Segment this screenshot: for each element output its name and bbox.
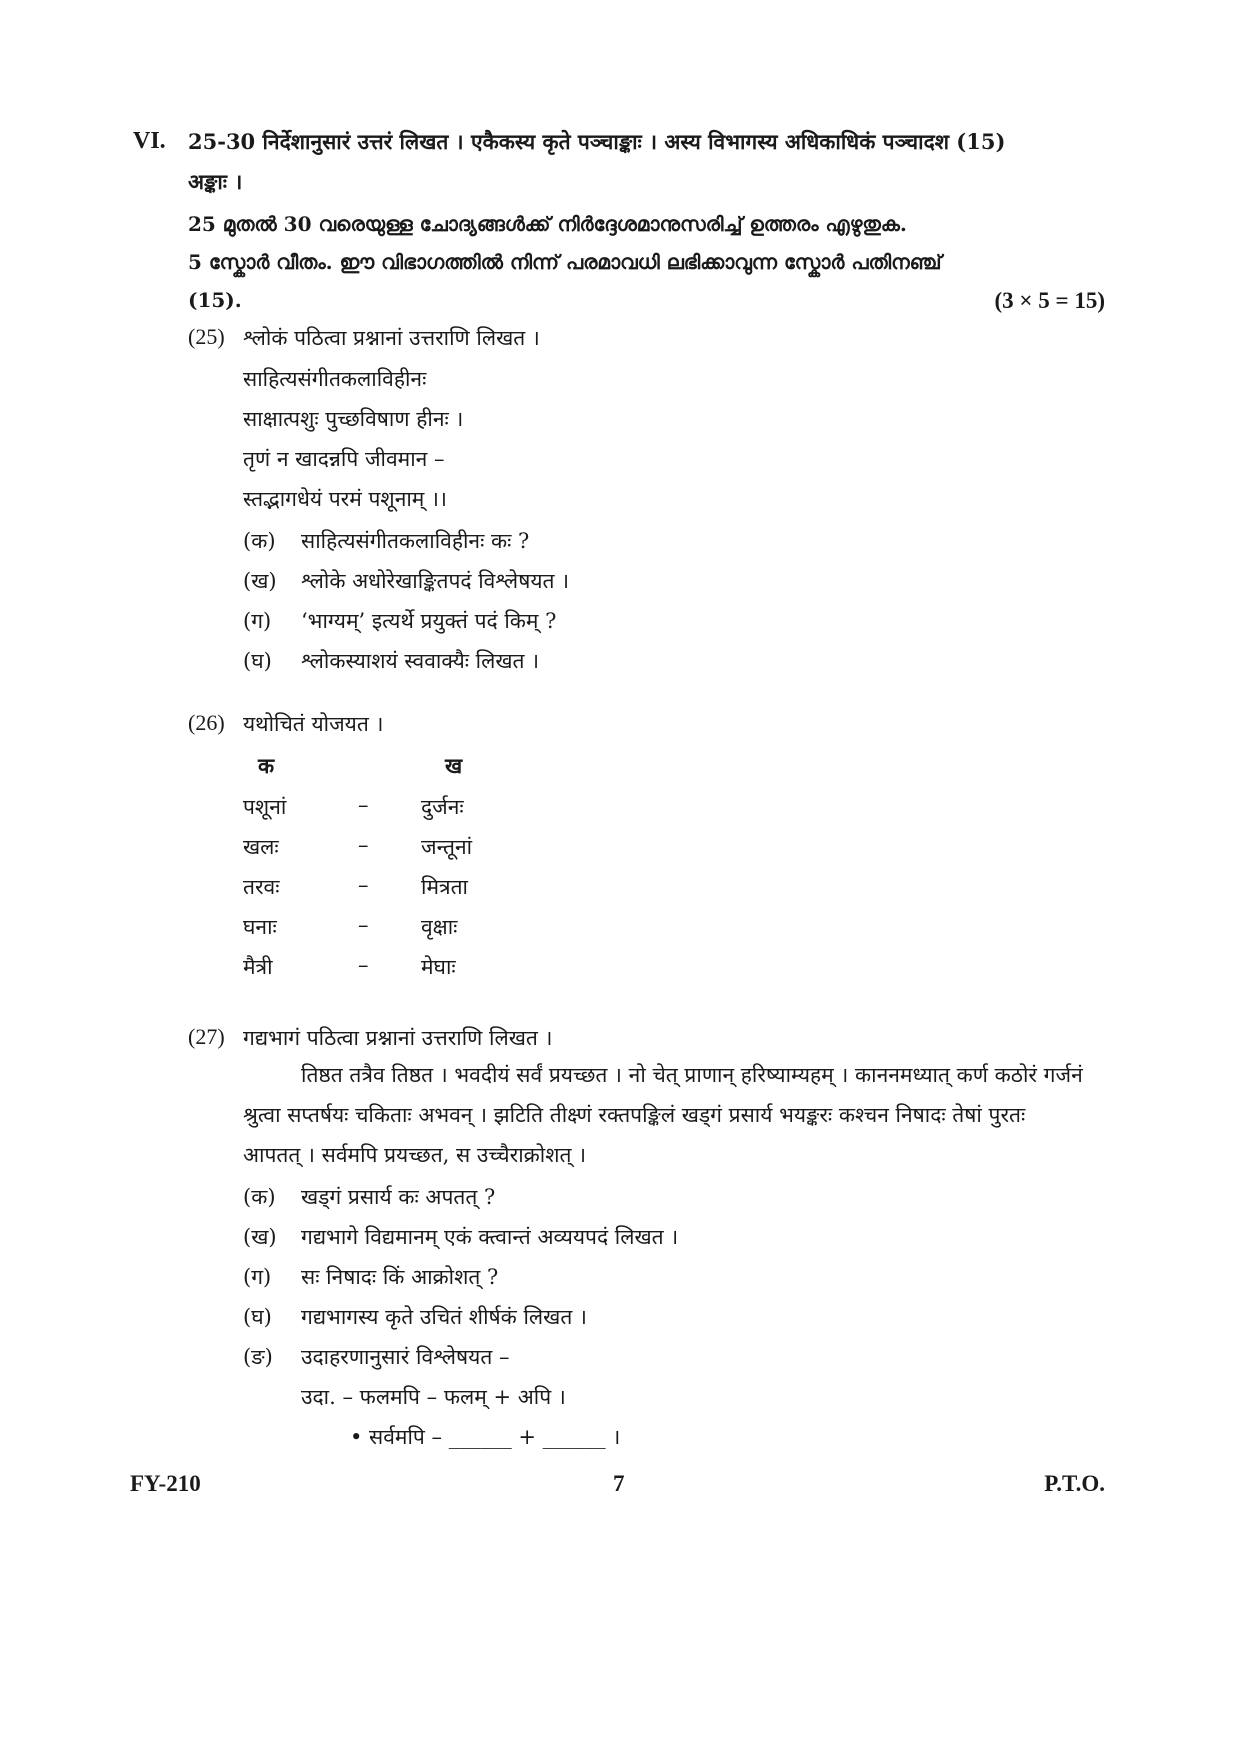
- q27-passage-text: तिष्ठत तत्रैव तिष्ठत । भवदीयं सर्वं प्रयच्छत । नो चेत् प्राणान् हरिष्याम्यहम् । काननमध्यात् कर्ण कठोरं गर्जनं श्रुत्वा सप्तर्षयः चकिताः अभवन् । झटिति तीक्ष्णं रक्तपङ्किलं खड्गं प्रसार्य भयङ्करः कश्चन निषादः तेषां पुरतः आपतत् । सर्वमपि प्रयच्छत, स उच्चैराक्रोशत् ।: [243, 1063, 1083, 1167]
- q25-sub-label: (क): [243, 529, 276, 553]
- q27-sub-label: (ग): [243, 1265, 272, 1289]
- q25-sub-text: साहित्यसंगीतकलाविहीनः कः ?: [301, 529, 530, 553]
- section-instruction-malayalam-2: 5 സ്കോർ വീതം. ഈ വിഭാഗത്തിൽ നിന്ന് പരമാവധി ലഭിക്കാവുന്ന സ്കോർ പതിനഞ്ച്: [188, 250, 942, 274]
- q26-left-item: पशूनां: [243, 795, 287, 819]
- q26-col1-header: क: [258, 753, 275, 778]
- q26-right-item: दुर्जनः: [421, 795, 464, 819]
- q27-prompt: गद्यभागं पठित्वा प्रश्नानां उत्तराणि लिखत ।: [243, 1026, 553, 1050]
- q26-left-item: घनाः: [243, 915, 277, 939]
- q27-sub-text: खड्गं प्रसार्य कः अपतत् ?: [301, 1185, 496, 1209]
- section-instruction-malayalam-1: 25 മുതൽ 30 വരെയുള്ള ചോദ്യങ്ങൾക്ക് നിർദ്ദേശമാനുസരിച്ച് ഉത്തരം എഴുതുക.: [188, 212, 907, 236]
- q26-right-item: मित्रता: [421, 875, 468, 899]
- q26-right-item: मेघाः: [421, 955, 456, 979]
- q25-sub-text: श्लोके अधोरेखाङ्कितपदं विश्लेषयत ।: [301, 569, 570, 593]
- q25-sub-text: श्लोकस्याशयं स्ववाक्यैः लिखत ।: [301, 649, 540, 673]
- q26-dash: –: [358, 953, 369, 977]
- section-number: VI.: [133, 128, 166, 154]
- q25-verse-line: स्तद्भागधेयं परमं पशूनाम् ।।: [243, 487, 447, 511]
- q27-sub-text: उदाहरणानुसारं विश्लेषयत –: [301, 1345, 510, 1369]
- q26-dash: –: [358, 833, 369, 857]
- q27-sub-text: गद्यभागे विद्यमानम् एकं क्त्वान्तं अव्ययपदं लिखत ।: [301, 1225, 679, 1249]
- q26-right-item: वृक्षाः: [421, 915, 458, 939]
- q25-verse-line: तृणं न खादन्नपि जीवमान –: [243, 447, 445, 471]
- q27-sub-label: (क): [243, 1185, 276, 1209]
- section-instruction-malayalam-3: (15).: [188, 288, 242, 312]
- q27-sub-label: (ख): [243, 1225, 277, 1249]
- q26-left-item: तरवः: [243, 875, 280, 899]
- q27-example: उदा. – फलमपि – फलम् + अपि ।: [301, 1385, 566, 1409]
- q25-sub-label: (घ): [243, 649, 272, 673]
- q27-sub-text: सः निषादः किं आक्रोशत् ?: [301, 1265, 499, 1289]
- footer-paper-code: FY-210: [130, 1471, 201, 1496]
- q25-sub-label: (ख): [243, 569, 277, 593]
- q26-prompt: यथोचितं योजयत ।: [243, 712, 384, 736]
- q25-sub-label: (ग): [243, 609, 272, 633]
- q26-right-item: जन्तूनां: [421, 835, 473, 859]
- q27-sub-label: (घ): [243, 1305, 272, 1329]
- q25-number: (25): [188, 324, 225, 349]
- q26-dash: –: [358, 793, 369, 817]
- q25-prompt: श्लोकं पठित्वा प्रश्नानां उत्तराणि लिखत ।: [243, 326, 540, 350]
- q25-verse-line: साहित्यसंगीतकलाविहीनः: [243, 367, 427, 391]
- q26-left-item: खलः: [243, 835, 279, 859]
- q26-number: (26): [188, 710, 225, 735]
- q26-col2-header: ख: [445, 753, 463, 778]
- q27-exercise: • सर्वमपि – ______ + ______ ।: [350, 1425, 621, 1449]
- q25-sub-text: ‘भाग्यम्’ इत्यर्थे प्रयुक्तं पदं किम् ?: [301, 609, 557, 633]
- q27-sub-text: गद्यभागस्य कृते उचितं शीर्षकं लिखत ।: [301, 1305, 587, 1329]
- section-marks: (3 × 5 = 15): [994, 288, 1105, 313]
- footer-pto: P.T.O.: [1044, 1471, 1105, 1496]
- footer-page-number: 7: [613, 1471, 625, 1496]
- q26-left-item: मैत्री: [243, 955, 273, 979]
- q26-dash: –: [358, 913, 369, 937]
- q25-verse-line: साक्षात्पशुः पुच्छविषाण हीनः ।: [243, 407, 464, 431]
- section-instruction-sanskrit-1: 25-30 निर्देशानुसारं उत्तरं लिखत । एकैकस्य कृते पञ्चाङ्काः । अस्य विभागस्य अधिकाधिकं पञ्चादश (15): [188, 129, 1006, 154]
- q27-sub-label: (ङ): [243, 1345, 273, 1369]
- q26-dash: –: [358, 873, 369, 897]
- section-instruction-sanskrit-2: अङ्काः ।: [188, 169, 243, 194]
- q27-number: (27): [188, 1024, 225, 1049]
- q27-passage: [243, 1055, 1083, 1175]
